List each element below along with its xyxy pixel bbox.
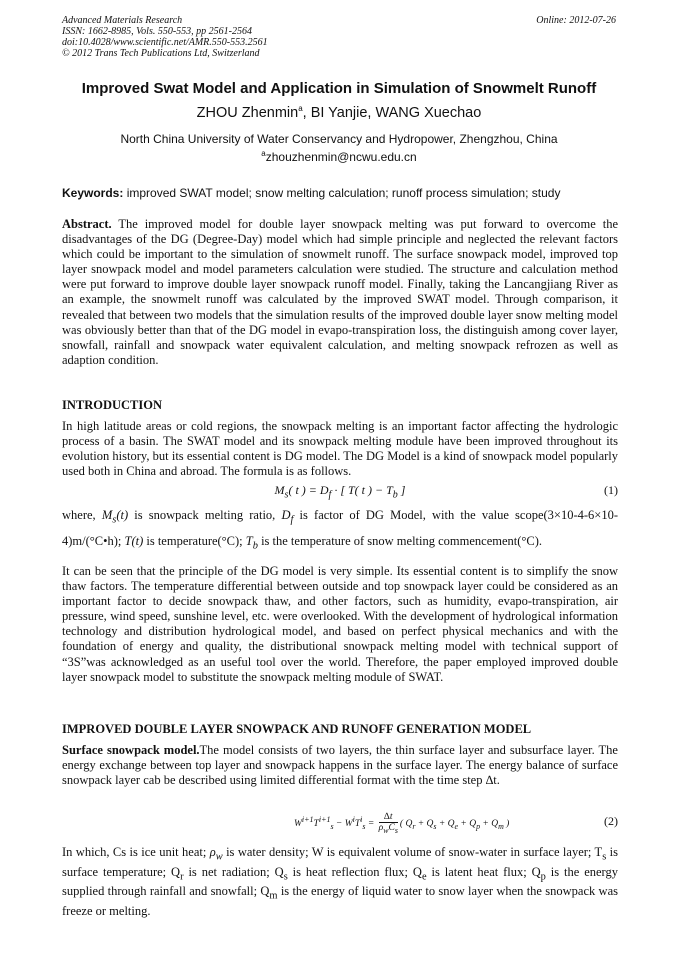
- equation-1-body: $M_s$( t ) = $D_f$ · [ T( t ) − $T_b$ ]: [274, 483, 406, 501]
- surface-snowpack-label: Surface snowpack model.: [62, 743, 200, 757]
- first-author: ZHOU Zhenmin: [196, 105, 299, 121]
- equation-2-body: $W^{i+1}T^{i+1}_s - W^iT^i_s$ = $\frac{\Delta t}{\rho_wC_s}$ ( $Q_r + Q_s + Q_e + Q_p + Q_m$ ): [294, 812, 510, 835]
- author-list: [40, 105, 638, 121]
- intro-paragraph-1: In high latitude areas or cold regions, the snowpack melting is an important factor affecting the hydrologic process of a basin. The SWAT model and its snowpack melting module have been improved throughout its evolution history, but its essential content is DG model. The DG Model is a kind of snowpack model popularly used both in China and abroad. The formula is as follows.: [62, 419, 618, 479]
- online-date: Online: 2012-07-26: [536, 15, 616, 26]
- journal-header: [62, 15, 616, 59]
- email-sup: a: [261, 149, 266, 158]
- intro-heading: INTRODUCTION: [62, 398, 163, 412]
- keywords-text: improved SWAT model; snow melting calculation; runoff process simulation; study: [126, 186, 561, 200]
- abstract-label: Abstract.: [62, 217, 112, 231]
- where-paragraph: where, $M_s(t)$ is snowpack melting ratio, $D_f$ is factor of DG Model, with the value scope(3×10-4-6×10-4)m/(°C•h); T(t) is temperature(°C); $T_b$ is the temperature of snow melting commencement(°C).: [62, 508, 619, 551]
- surface-snowpack-paragraph: Surface snowpack model.The model consists of two layers, the thin surface layer and subsurface layer. The energy exchange between top layer and snowpack happens in the surface layer. The energy balance of surface snowpack layer cab be described using limited differential format with the time step ∆t.: [62, 743, 618, 788]
- other-authors: , BI Yanjie, WANG Xuechao: [302, 105, 482, 121]
- affiliation: North China University of Water Conservancy and Hydropower, Zhengzhou, China: [120, 132, 558, 146]
- email-address[interactable]: zhouzhenmin@ncwu.edu.cn: [265, 150, 417, 164]
- first-author-sup: a: [298, 104, 303, 114]
- abstract: [62, 217, 618, 368]
- issn-line: ISSN: 1662-8985, Vols. 550-553, pp 2561-2564: [62, 26, 252, 37]
- equation-1-number: (1): [604, 483, 618, 497]
- copyright-line: © 2012 Trans Tech Publications Ltd, Switzerland: [62, 48, 260, 59]
- abstract-text: The improved model for double layer snowpack melting was put forward to overcome the disadvantages of the DG (Degree-Day) model which had simple principle and neglected the relevant factors which could be important to the simulation of snowmelt runoff. The surface snowpack model, improved top layer snowpack model and model parameters calculation were studied. The structure and calculation method were put forward to improve double layer snowpack runoff model. Finally, taking the Lancangjiang River as an example, the snowmelt runoff was calculated by the improved SWAT model. Through comparison, it revealed that between two models that the simulation results of the improved double layer snow melting model was obviously better than that of the DG model in evapo-transpiration loss, the distinguish among cover layer, snowfall, rainfall and snowpack water equivalent calculation, and melting snowpack refrozen as well as adaption condition.: [62, 217, 618, 367]
- equation-2-fraction: $\frac{\Delta t}{\rho_wC_s}$: [378, 812, 398, 835]
- section-2-heading: IMPROVED DOUBLE LAYER SNOWPACK AND RUNOFF GENERATION MODEL: [62, 722, 532, 736]
- keywords-label: Keywords:: [62, 186, 124, 200]
- journal-name: Advanced Materials Research: [62, 15, 183, 26]
- equation-2: [62, 808, 618, 842]
- doi-line: doi:10.4028/www.scientific.net/AMR.550-553.2561: [62, 37, 268, 48]
- intro-paragraph-2: It can be seen that the principle of the DG model is very simple. Its essential content is to simplify the snow thaw factors. The temperature differential between outside and top snowpack layer could be considered as an important factor to decide snowpack thaw, and other factors, such as humidity, evapo-transpiration, air pressure, wind speed, sunshine level, etc. were overlooked. With the development of hydrological information technology and distribution hydrological model, and based on perfect physical mechanics and with the foundation of energy and quality, the distributional snowpack melting model with technical support of “3S”was acknowledged as an useful tool over the world. Therefore, the paper employed improved double layer snowpack model to substitute the snowpack melting module of SWAT.: [62, 564, 618, 684]
- variable-definitions: In which, Cs is ice unit heat; $\rho_w$ is water density; W is equivalent volume of snow-water in surface layer; $T_s$ is surface temperature; $Q_r$ is net radiation; $Q_s$ is heat reflection flux; $Q_e$ is latent heat flux; $Q_p$ is the energy supplied through rainfall and snowfall; $Q_m$ is the energy of liquid water to snow layer when the snowpack was freeze or melting.: [62, 845, 618, 918]
- contact-email: [40, 150, 638, 164]
- paper-title: Improved Swat Model and Application in Simulation of Snowmelt Runoff: [81, 80, 597, 97]
- keywords: [62, 186, 618, 200]
- equation-1: [62, 483, 618, 501]
- equation-2-number: (2): [604, 814, 618, 828]
